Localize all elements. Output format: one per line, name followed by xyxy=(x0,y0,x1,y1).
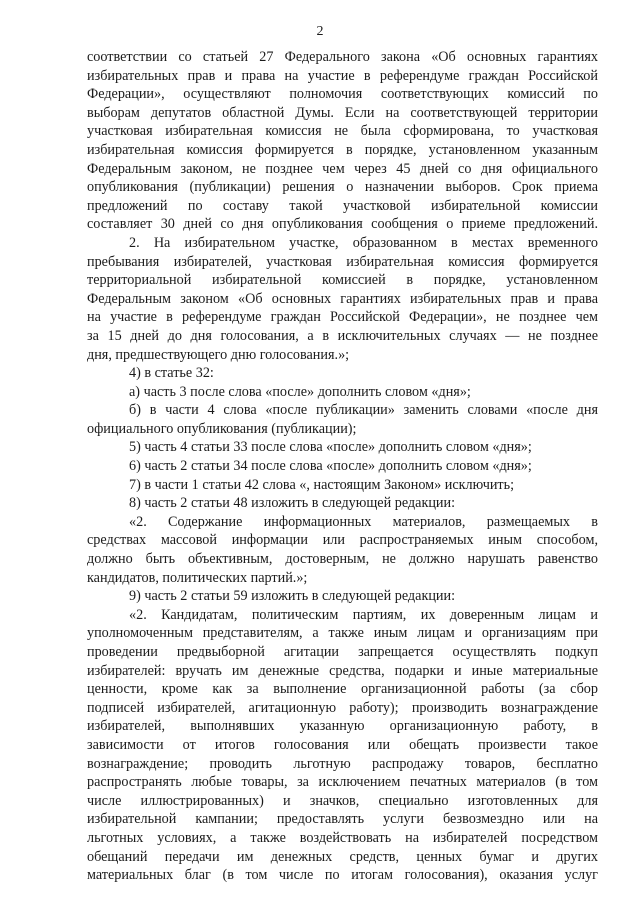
page-number: 2 xyxy=(316,24,324,39)
text-line: средствах массовой информации или распространяемых иным способом, xyxy=(87,532,598,549)
text-line: территориальной избирательной комиссией в порядке, установленном xyxy=(87,272,598,289)
text-line: 5) часть 4 статьи 33 после слова «после» дополнить словом «дня»; xyxy=(129,439,532,456)
text-line: «2. Кандидатам, политическим партиям, их доверенным лицам и xyxy=(129,606,598,623)
text-line: избирателей, выполнявших указанную организационную работу, в xyxy=(87,718,598,735)
text-line: 9) часть 2 статьи 59 изложить в следующей редакции: xyxy=(129,588,456,605)
text-line: на участие в референдуме граждан Российской Федерации», не позднее чем xyxy=(87,309,598,326)
text-line: должно быть объективным, достоверным, не должно нарушать равенство xyxy=(87,551,598,568)
text-line: избирателей: вручать им денежные средства, подарки и иные материальные xyxy=(87,662,598,679)
text-line: 8) часть 2 статьи 48 изложить в следующей редакции: xyxy=(129,495,456,512)
text-line: участковая избирательная комиссия не была сформирована, то участковая xyxy=(87,123,598,140)
text-line: уполномоченным представителям, а также иным лицам и организациям при xyxy=(87,625,598,642)
text-line: за 15 дней до дня голосования, а в исключительных случаях — не позднее xyxy=(87,327,598,344)
text-line: Федерации», осуществляют полномочия соответствующих комиссий по xyxy=(87,86,598,103)
text-line: выборам депутатов областной Думы. Если на соответствующей территории xyxy=(87,104,598,121)
text-line: избирательных прав и права на участие в референдуме граждан Российской xyxy=(87,67,598,84)
text-line: распространять любые товары, за исключением печатных материалов (в том xyxy=(87,774,598,791)
text-line: дня, предшествующего дню голосования.»; xyxy=(87,346,350,363)
text-line: официального опубликования (публикации); xyxy=(87,420,357,437)
text-line: составляет 30 дней со дня опубликования сообщения о приеме предложений. xyxy=(87,216,598,233)
document-body xyxy=(87,48,598,885)
text-line: б) в части 4 слова «после публикации» заменить словами «после дня xyxy=(129,402,598,419)
text-line: проведении предвыборной агитации запрещается осуществлять подкуп xyxy=(87,644,598,660)
text-line: избирательная комиссия формируется в порядке, установленном указанным xyxy=(87,141,598,158)
text-line: вознаграждение; проводить льготную распродажу товаров, бесплатно xyxy=(87,755,598,772)
text-line: подписей избирателей, агитационную работу); производить вознаграждение xyxy=(87,699,598,716)
text-line: избирательной кампании; предоставлять услуги безвозмездно или на xyxy=(87,811,598,828)
text-line: опубликования (публикации) решения о назначении выборов. Срок приема xyxy=(87,179,598,196)
text-line: Федеральным законом, не позднее чем через 45 дней со дня официального xyxy=(87,160,598,177)
text-line: числе иллюстрированных) и значков, специально изготовленных для xyxy=(87,792,598,809)
text-line: ценности, кроме как за выполнение организационной работы (за сбор xyxy=(87,681,598,698)
text-line: предложений по составу такой участковой избирательной комиссии xyxy=(87,197,598,214)
text-line: соответствии со статьей 27 Федерального закона «Об основных гарантиях xyxy=(87,49,598,65)
text-line: а) часть 3 после слова «после» дополнить словом «дня»; xyxy=(129,383,471,400)
text-line: пребывания избирателей, участковая избирательная комиссия формируется xyxy=(87,253,598,270)
text-line: зависимости от итогов голосования или обещать произвести такое xyxy=(87,736,598,753)
text-line: льготных условиях, а также воздействовать на избирателей посредством xyxy=(87,829,598,846)
text-line: Федеральным законом «Об основных гарантиях избирательных прав и права xyxy=(87,290,598,307)
text-line: «2. Содержание информационных материалов, размещаемых в xyxy=(129,513,598,530)
text-line: кандидатов, политических партий.»; xyxy=(87,569,308,586)
text-line: 2. На избирательном участке, образованном в местах временного xyxy=(129,234,598,251)
text-line: 4) в статье 32: xyxy=(129,365,214,382)
text-line: 6) часть 2 статьи 34 после слова «после» дополнить словом «дня»; xyxy=(129,458,532,475)
text-line: обещаний передачи им денежных средств, ценных бумаг и других xyxy=(87,848,598,865)
text-line: 7) в части 1 статьи 42 слова «, настоящим Законом» исключить; xyxy=(129,476,515,493)
text-line: материальных благ (в том числе по итогам голосования), оказания услуг xyxy=(87,867,598,884)
